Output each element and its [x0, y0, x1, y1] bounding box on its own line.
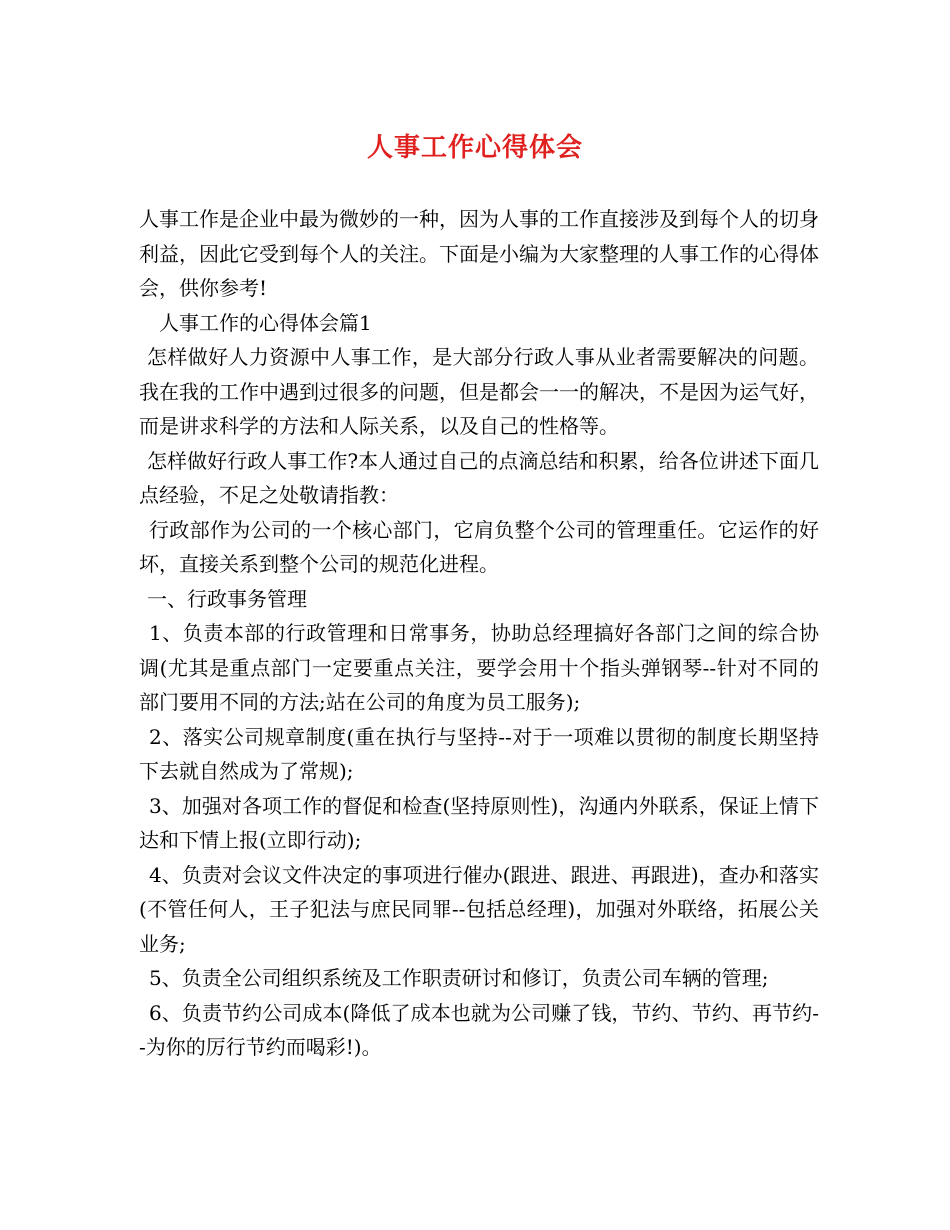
document-body	[139, 202, 819, 1065]
subsection-heading: 一、行政事务管理	[147, 586, 307, 611]
list-item: 2、落实公司规章制度(重在执行与坚持--对于一项难以贯彻的制度长期坚持下去就自然成为了常规);	[139, 724, 819, 783]
intro-paragraph: 人事工作是企业中最为微妙的一种，因为人事的工作直接涉及到每个人的切身利益，因此它受到每个人的关注。下面是小编为大家整理的人事工作的心得体会，供你参考!	[139, 207, 819, 300]
body-paragraph: 怎样做好行政人事工作?本人通过自己的点滴总结和积累，给各位讲述下面几点经验，不足之处敬请指教：	[139, 448, 819, 507]
list-item: 4、负责对会议文件决定的事项进行催办(跟进、跟进、再跟进)，查办和落实(不管任何人，王子犯法与庶民同罪--包括总经理)，加强对外联络，拓展公关业务;	[139, 862, 819, 956]
document-title: 人事工作心得体会	[366, 133, 583, 163]
list-item: 5、负责全公司组织系统及工作职责研讨和修订，负责公司车辆的管理;	[149, 966, 769, 990]
section-heading: 人事工作的心得体会篇1	[159, 310, 372, 335]
list-item: 1、负责本部的行政管理和日常事务，协助总经理搞好各部门之间的综合协调(尤其是重点部门一定要重点关注，要学会用十个指头弹钢琴--针对不同的部门要用不同的方法;站在公司的角度为员工服务);	[139, 621, 819, 714]
list-item: 6、负责节约公司成本(降低了成本也就为公司赚了钱，节约、节约、再节约--为你的厉行节约而喝彩!)。	[139, 1000, 819, 1059]
list-item: 3、加强对各项工作的督促和检查(坚持原则性)，沟通内外联系，保证上情下达和下情上报(立即行动);	[139, 793, 819, 852]
body-paragraph: 行政部作为公司的一个核心部门，它肩负整个公司的管理重任。它运作的好坏，直接关系到整个公司的规范化进程。	[139, 517, 819, 576]
body-paragraph: 怎样做好人力资源中人事工作，是大部分行政人事从业者需要解决的问题。我在我的工作中遇到过很多的问题，但是都会一一的解决，不是因为运气好，而是讲求科学的方法和人际关系，以及自己的性格等。	[139, 345, 819, 438]
